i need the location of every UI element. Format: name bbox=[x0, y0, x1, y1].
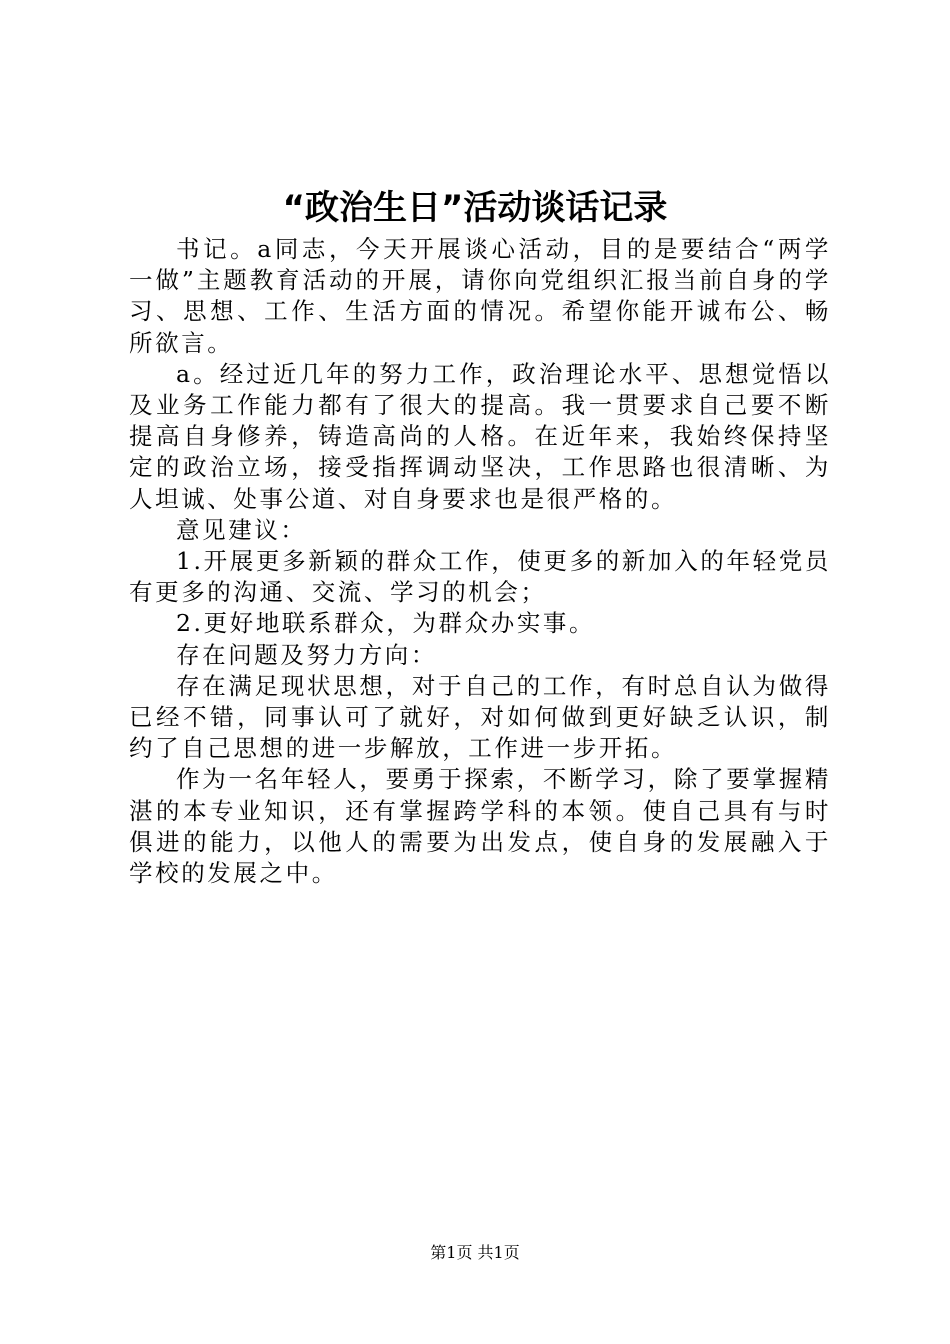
document-title: “政治生日”活动谈话记录 bbox=[282, 188, 668, 228]
suggestion-item-1: 1.开展更多新颖的群众工作，使更多的新加入的年轻党员有更多的沟通、交流、学习的机会； bbox=[129, 547, 831, 607]
paragraph-problems: 存在满足现状思想，对于自己的工作，有时总自认为做得已经不错，同事认可了就好，对如何做到更好缺乏认识，制约了自己思想的进一步解放，工作进一步开拓。 bbox=[129, 671, 831, 763]
paragraph-direction: 作为一名年轻人，要勇于探索，不断学习，除了要掌握精湛的本专业知识，还有掌握跨学科的本领。使自己具有与时俱进的能力，以他人的需要为出发点，使自身的发展融入于学校的发展之中。 bbox=[129, 765, 831, 888]
suggestion-item-2: 2.更好地联系群众，为群众办实事。 bbox=[176, 609, 596, 638]
paragraph-secretary-opening: 书记。a同志，今天开展谈心活动，目的是要结合“两学一做”主题教育活动的开展，请你向党组织汇报当前自身的学习、思想、工作、生活方面的情况。希望你能开诚布公、畅所欲言。 bbox=[129, 235, 831, 357]
heading-problems-direction: 存在问题及努力方向： bbox=[176, 640, 437, 669]
heading-suggestions: 意见建议： bbox=[176, 515, 307, 544]
document-body bbox=[129, 234, 831, 889]
paragraph-self-report: a。经过近几年的努力工作，政治理论水平、思想觉悟以及业务工作能力都有了很大的提高。我一贯要求自己要不断提高自身修养，铸造高尚的人格。在近年来，我始终保持坚定的政治立场，接受指挥调动坚决，工作思路也很清晰、为人坦诚、处事公道、对自身要求也是很严格的。 bbox=[129, 359, 831, 513]
page-footer: 第1页 共1页 bbox=[430, 1243, 520, 1262]
